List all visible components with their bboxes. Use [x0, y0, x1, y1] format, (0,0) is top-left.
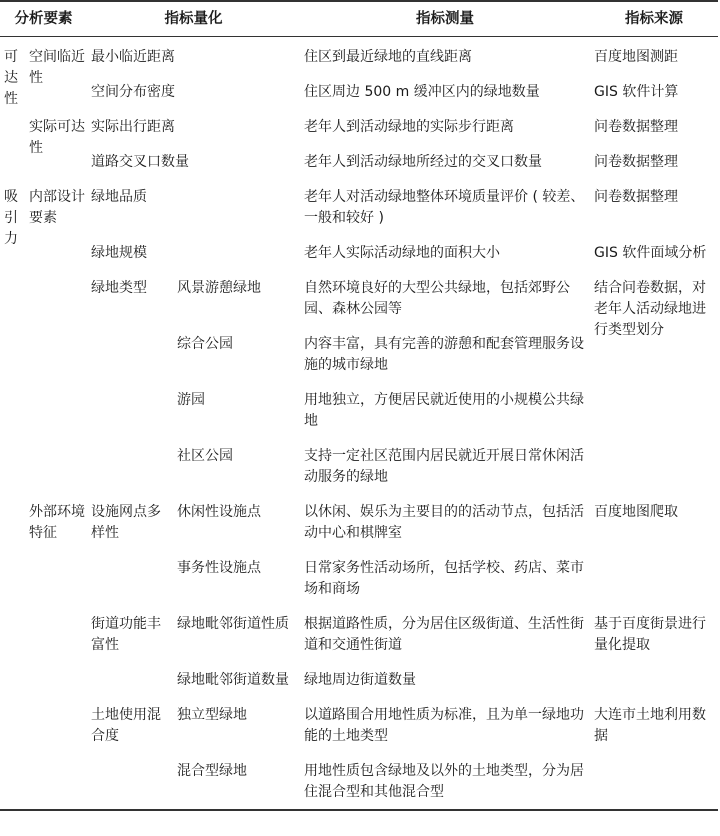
indicator-name: 土地使用混合度 — [87, 695, 173, 810]
table-row — [0, 37, 718, 73]
indicator-source: 结合问卷数据，对老年人活动绿地进行类型划分 — [594, 280, 706, 338]
indicator-name: 道路交叉口数量 — [91, 154, 189, 170]
table-row — [0, 268, 718, 324]
table-row — [0, 177, 718, 233]
indicator-name: 绿地品质 — [91, 189, 147, 205]
indicator-source: GIS 软件面域分析 — [594, 245, 707, 261]
header-quant: 指标量化 — [87, 1, 300, 37]
table-row — [0, 142, 718, 177]
table-row — [0, 233, 718, 268]
indicator-source: 问卷数据整理 — [594, 154, 678, 170]
indicator-source: 基于百度街景进行量化提取 — [594, 616, 706, 653]
factor-dimension: 空间临近性 — [29, 49, 85, 86]
indicator-subtype: 游园 — [177, 392, 205, 408]
indicator-measure: 住区周边 500 m 缓冲区内的绿地数量 — [304, 84, 540, 100]
indicator-name: 最小临近距离 — [91, 49, 175, 65]
indicator-measure: 老年人到活动绿地的实际步行距离 — [304, 119, 514, 135]
indicator-subtype: 混合型绿地 — [173, 751, 300, 810]
indicator-name: 街道功能丰富性 — [91, 616, 161, 653]
indicator-measure: 用地性质包含绿地及以外的土地类型，分为居住混合型和其他混合型 — [300, 751, 590, 810]
indicator-subtype: 事务性设施点 — [177, 560, 261, 576]
indicator-name: 设施网点多样性 — [91, 504, 161, 541]
indicator-source: 问卷数据整理 — [594, 119, 678, 135]
indicator-measure: 住区到最近绿地的直线距离 — [304, 49, 472, 65]
table-row — [0, 492, 718, 548]
indicator-measure: 支持一定社区范围内居民就近开展日常休闲活动服务的绿地 — [304, 448, 584, 485]
indicator-measure: 以休闲、娱乐为主要目的的活动节点，包括活动中心和棋牌室 — [304, 504, 584, 541]
indicator-subtype: 风景游憩绿地 — [177, 280, 261, 296]
table-row — [0, 695, 718, 751]
table-row — [0, 107, 718, 142]
indicator-measure: 老年人对活动绿地整体环境质量评价 ( 较差、一般和较好 ) — [304, 189, 585, 226]
indicator-source: 问卷数据整理 — [594, 189, 678, 205]
indicator-subtype: 绿地毗邻街道性质 — [177, 616, 289, 632]
header-factor: 分析要素 — [0, 1, 87, 37]
indicator-subtype: 综合公园 — [177, 336, 233, 352]
indicator-subtype: 休闲性设施点 — [177, 504, 261, 520]
indicator-measure: 以道路围合用地性质为标准，且为单一绿地功能的土地类型 — [304, 707, 584, 744]
indicator-measure: 日常家务性活动场所，包括学校、药店、菜市场和商场 — [304, 560, 584, 597]
factor-dimension: 外部环境特征 — [25, 492, 87, 810]
factor-dimension: 内部设计要素 — [29, 189, 85, 226]
header-source: 指标来源 — [590, 1, 718, 37]
indicator-source: 百度地图爬取 — [594, 504, 678, 520]
indicator-name: 空间分布密度 — [91, 84, 175, 100]
indicator-measure: 自然环境良好的大型公共绿地，包括郊野公园、森林公园等 — [304, 280, 570, 317]
indicator-name: 实际出行距离 — [91, 119, 175, 135]
factor-category: 吸引力 — [0, 177, 25, 810]
indicator-measure: 用地独立，方便居民就近使用的小规模公共绿地 — [304, 392, 584, 429]
indicator-subtype: 社区公园 — [177, 448, 233, 464]
indicator-source: 大连市土地利用数据 — [590, 695, 718, 810]
indicator-name: 绿地类型 — [91, 280, 147, 296]
indicator-measure: 内容丰富，具有完善的游憩和配套管理服务设施的城市绿地 — [304, 336, 584, 373]
indicator-source: GIS 软件计算 — [594, 84, 679, 100]
factor-dimension: 实际可达性 — [29, 119, 85, 156]
indicator-subtype: 绿地毗邻街道数量 — [177, 672, 289, 688]
indicator-measure: 老年人到活动绿地所经过的交叉口数量 — [304, 154, 542, 170]
indicator-measure: 老年人实际活动绿地的面积大小 — [304, 245, 500, 261]
indicator-measure: 绿地周边街道数量 — [304, 672, 416, 688]
table-header-row — [0, 1, 718, 37]
factor-category: 可达性 — [4, 49, 18, 107]
table-row — [0, 72, 718, 107]
header-measure: 指标测量 — [300, 1, 590, 37]
indicator-measure: 根据道路性质，分为居住区级街道、生活性街道和交通性街道 — [304, 616, 584, 653]
table-row — [0, 604, 718, 660]
indicator-source: 百度地图测距 — [594, 49, 678, 65]
indicator-subtype: 独立型绿地 — [177, 707, 247, 723]
indicator-name: 绿地规模 — [91, 245, 147, 261]
